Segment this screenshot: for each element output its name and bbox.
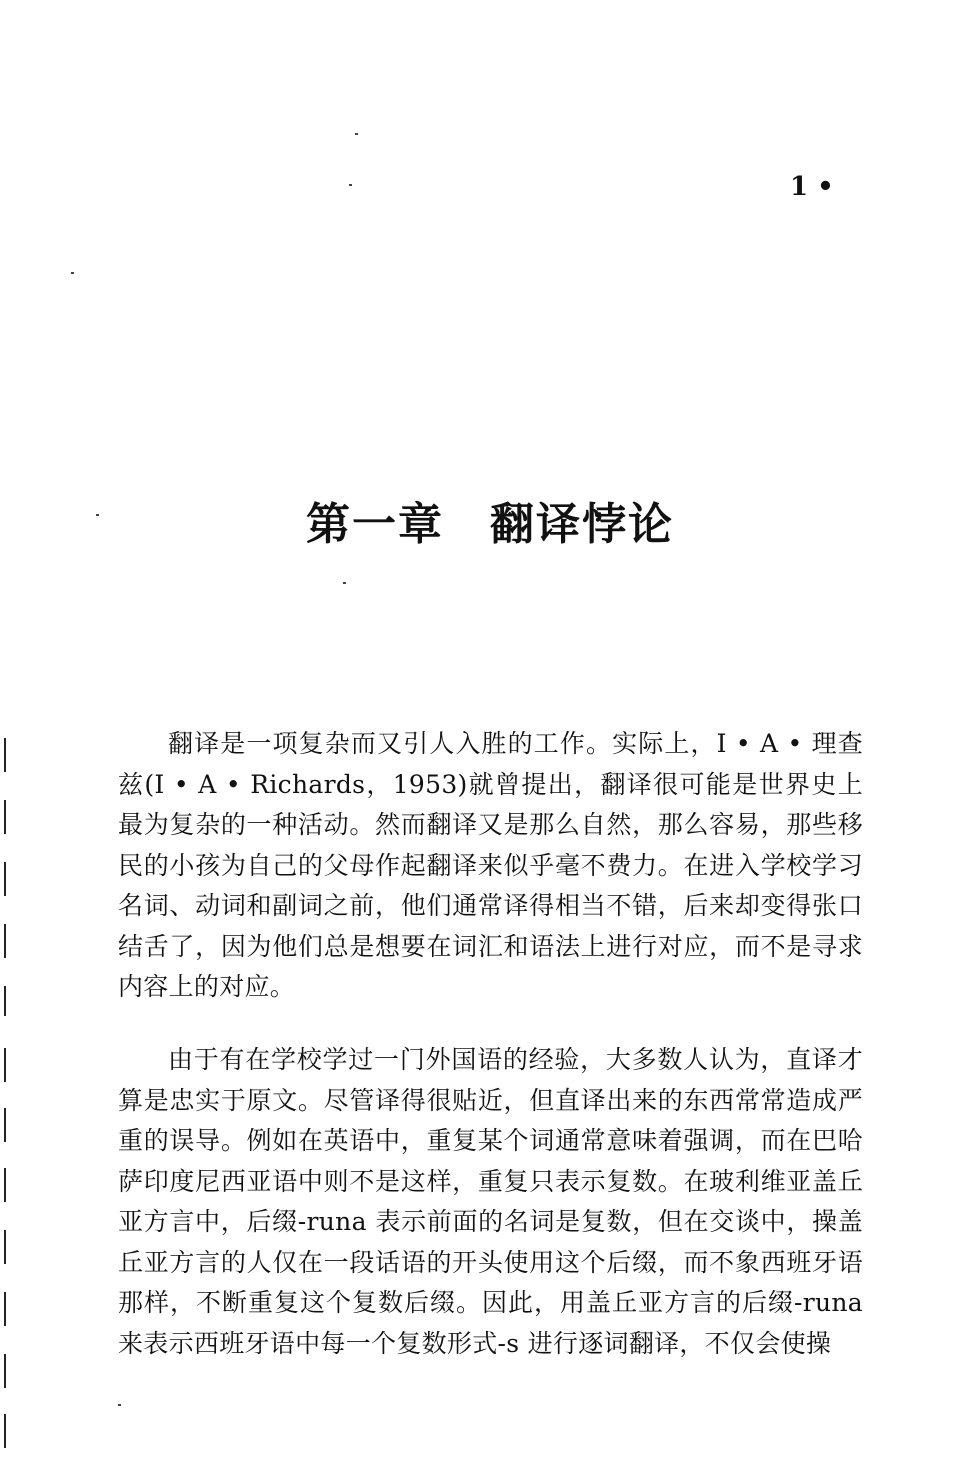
scan-speck <box>71 272 74 274</box>
margin-mark <box>4 800 6 834</box>
margin-mark <box>4 1108 6 1142</box>
scan-speck <box>96 514 99 516</box>
margin-mark <box>4 1354 6 1388</box>
margin-mark <box>4 1048 6 1082</box>
page-number: 1 • <box>790 172 834 202</box>
paragraph-text: 翻译是一项复杂而又引人入胜的工作。实际上，I • A • 理查兹(I • A • Richards，1953)就曾提出，翻译很可能是世界史上最为复杂的一种活动。然而翻译又是那么自然，那么容易，那些移民的小孩为自己的父母作起翻译来似乎毫不费力。在进入学校学习名词、动词和副词之前，他们通常译得相当不错，后来却变得张口结舌了，因为他们总是想要在词汇和语法上进行对应，而不是寻求内容上的对应。 <box>118 729 863 1001</box>
margin-mark <box>4 738 6 772</box>
margin-mark <box>4 1168 6 1202</box>
scan-speck <box>343 582 346 584</box>
scan-speck <box>118 1404 121 1406</box>
margin-mark <box>4 1414 6 1448</box>
scan-speck <box>349 184 352 186</box>
paragraph-text: 由于有在学校学过一门外国语的经验，大多数人认为，直译才算是忠实于原文。尽管译得很贴近，但直译出来的东西常常造成严重的误导。例如在英语中，重复某个词通常意味着强调，而在巴哈萨印度尼西亚语中则不是这样，重复只表示复数。在玻利维亚盖丘亚方言中，后缀-runa 表示前面的名词是复数，但在交谈中，操盖丘亚方言的人仅在一段话语的开头使用这个后缀，而不象西班牙语那样，不断重复这个复数后缀。因此，用盖丘亚方言的后缀-runa 来表示西班牙语中每一个复数形式-s 进行逐词翻译，不仅会使操 <box>118 1045 863 1358</box>
body-paragraph-1 <box>118 724 863 1008</box>
margin-mark <box>4 1230 6 1264</box>
margin-mark <box>4 862 6 896</box>
margin-mark <box>4 1292 6 1326</box>
scan-speck <box>355 133 358 135</box>
body-paragraph-2 <box>118 1040 863 1364</box>
chapter-title: 第一章 翻译悖论 <box>306 499 674 550</box>
margin-mark <box>4 986 6 1016</box>
margin-mark <box>4 924 6 958</box>
